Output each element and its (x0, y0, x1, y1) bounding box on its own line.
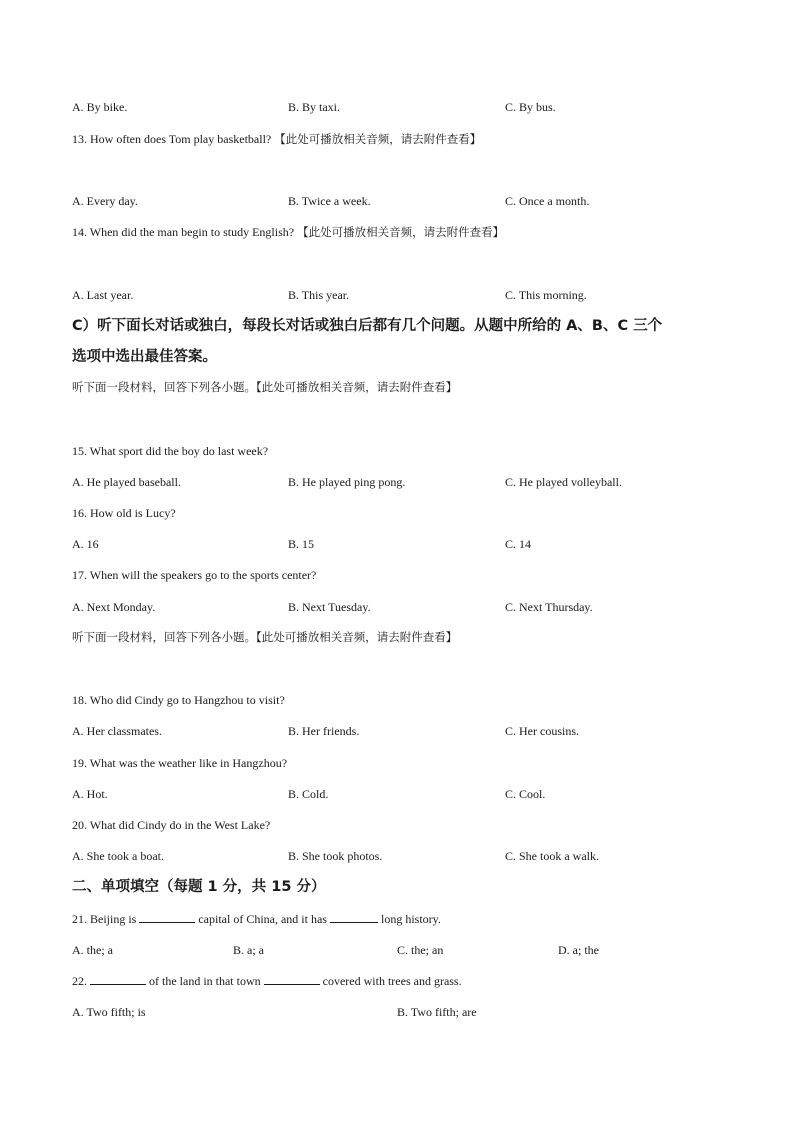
q17-stem: 17. When will the speakers go to the sports center? (72, 568, 317, 582)
material-2-instruction: 听下面一段材料，回答下列各小题。【此处可播放相关音频，请去附件查看】 (72, 630, 458, 644)
q13-option-c: C. Once a month. (505, 194, 590, 208)
q21-option-d: D. a; the (558, 943, 599, 957)
q21-stem-part1: 21. Beijing is (72, 912, 140, 926)
q22-option-b: B. Two fifth; are (397, 1005, 477, 1019)
q14-audio-note: 【此处可播放相关音频，请去附件查看】 (297, 225, 505, 239)
q13-audio-note: 【此处可播放相关音频，请去附件查看】 (274, 132, 482, 146)
section-2-heading: 二、单项填空（每题 1 分，共 15 分） (72, 879, 326, 895)
q21-option-a: A. the; a (72, 943, 113, 957)
q22-stem (72, 973, 462, 989)
q16-option-a: A. 16 (72, 537, 99, 551)
q12-option-a: A. By bike. (72, 100, 128, 114)
q14-stem: 14. When did the man begin to study English? (72, 225, 295, 239)
q17-option-a: A. Next Monday. (72, 600, 156, 614)
q21-option-c: C. the; an (397, 943, 444, 957)
q22-option-a: A. Two fifth; is (72, 1005, 146, 1019)
q21-option-b: B. a; a (233, 943, 264, 957)
q18-option-c: C. Her cousins. (505, 724, 579, 738)
q20-option-c: C. She took a walk. (505, 849, 599, 863)
q15-stem: 15. What sport did the boy do last week? (72, 444, 269, 458)
q16-option-c: C. 14 (505, 537, 532, 551)
q21-stem-part2: capital of China, and it has (195, 912, 330, 926)
q22-blank-1 (90, 973, 146, 985)
q13-stem-line (72, 131, 481, 147)
q22-stem-part1: 22. (72, 974, 90, 988)
material-1-instruction: 听下面一段材料，回答下列各小题。【此处可播放相关音频，请去附件查看】 (72, 380, 458, 394)
q13-option-a: A. Every day. (72, 194, 138, 208)
q21-blank-1 (139, 911, 195, 923)
q21-blank-2 (330, 911, 378, 923)
q19-option-b: B. Cold. (288, 787, 329, 801)
section-c-heading-line1: C）听下面长对话或独白，每段长对话或独白后都有几个问题。从题中所给的 A、B、C 三个 (72, 318, 663, 334)
q14-option-c: C. This morning. (505, 288, 587, 302)
q16-stem: 16. How old is Lucy? (72, 506, 176, 520)
q18-option-a: A. Her classmates. (72, 724, 162, 738)
q14-stem-line (72, 224, 504, 240)
q22-blank-2 (264, 973, 320, 985)
q15-option-a: A. He played baseball. (72, 475, 181, 489)
q18-stem: 18. Who did Cindy go to Hangzhou to visit? (72, 693, 285, 707)
q21-stem-part3: long history. (377, 912, 441, 926)
q19-stem: 19. What was the weather like in Hangzhou? (72, 756, 288, 770)
q12-option-b: B. By taxi. (288, 100, 341, 114)
q17-option-b: B. Next Tuesday. (288, 600, 371, 614)
q14-option-a: A. Last year. (72, 288, 134, 302)
q21-stem (72, 911, 441, 927)
q18-option-b: B. Her friends. (288, 724, 360, 738)
q22-stem-part2: of the land in that town (146, 974, 264, 988)
q20-option-b: B. She took photos. (288, 849, 383, 863)
q15-option-c: C. He played volleyball. (505, 475, 622, 489)
q19-option-a: A. Hot. (72, 787, 108, 801)
q13-option-b: B. Twice a week. (288, 194, 371, 208)
q22-stem-part3: covered with trees and grass. (319, 974, 462, 988)
q20-stem: 20. What did Cindy do in the West Lake? (72, 818, 271, 832)
q20-option-a: A. She took a boat. (72, 849, 164, 863)
section-c-heading-line2: 选项中选出最佳答案。 (72, 349, 217, 365)
q15-option-b: B. He played ping pong. (288, 475, 406, 489)
q16-option-b: B. 15 (288, 537, 315, 551)
q14-option-b: B. This year. (288, 288, 350, 302)
q17-option-c: C. Next Thursday. (505, 600, 593, 614)
q19-option-c: C. Cool. (505, 787, 546, 801)
q12-option-c: C. By bus. (505, 100, 556, 114)
q13-stem: 13. How often does Tom play basketball? (72, 132, 272, 146)
